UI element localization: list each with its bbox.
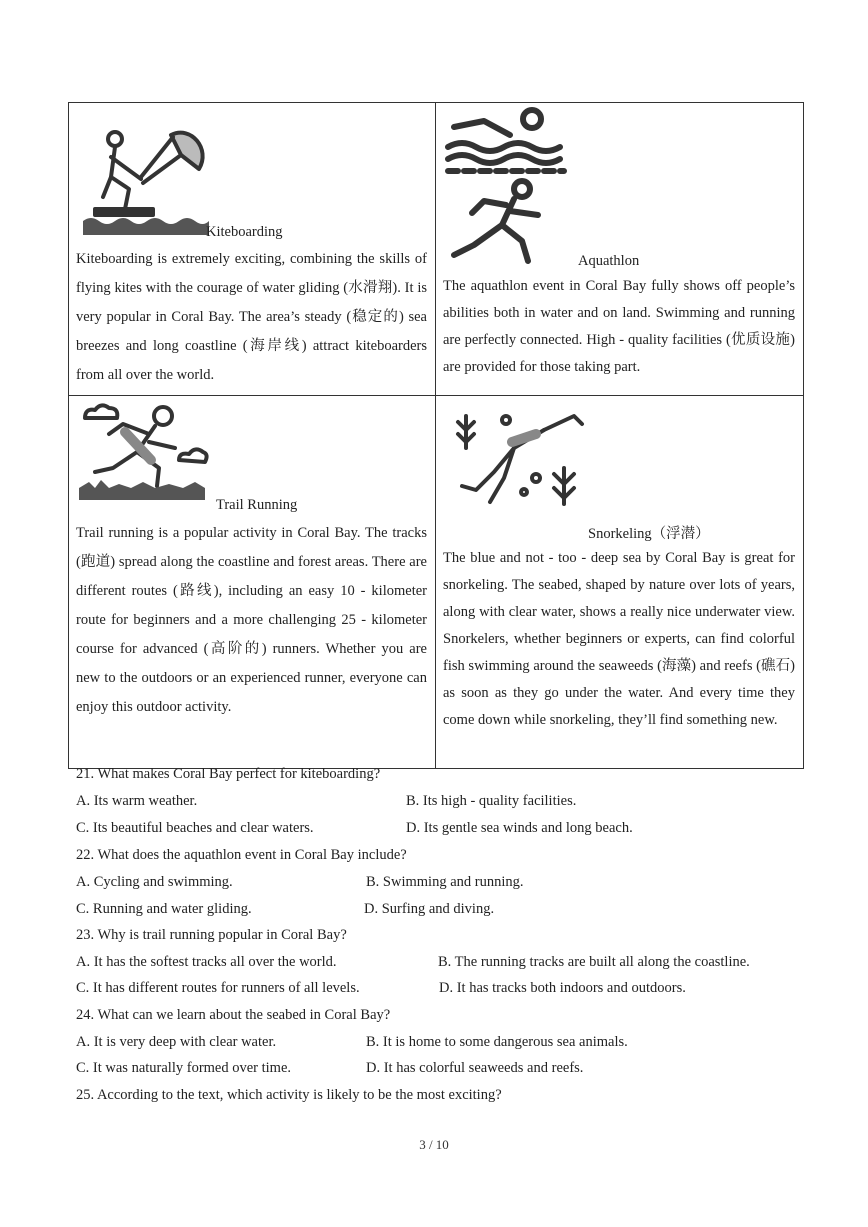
trail-runner-icon [79,402,209,504]
swimmer-runner-icon [444,105,576,269]
kiteboarding-title: Kiteboarding [206,224,283,240]
snorkeling-text: The blue and not - too - deep sea by Coral Bay is great for snorkeling. The seabed, shaped by nature over lots of years, along with clear water, shows a really nice underwater view. Snorkelers, whether beginners or experts, can find colorful fish swimming around the seaweeds (海藻) and reefs (礁石) as soon as they go under the water. And every time they come down while snorkeling, they’ll find something new. [443,550,795,728]
question-21: 21. What makes Coral Bay perfect for kiteboarding? [76,766,381,782]
q21-option-d: D. Its gentle sea winds and long beach. [406,820,633,836]
q23-option-d: D. It has tracks both indoors and outdoors. [439,980,686,996]
trail-running-cell [69,396,436,769]
trail-running-text: Trail running is a popular activity in Coral Bay. The tracks (跑道) spread along the coastline and forest areas. There are different routes (路线), including an easy 10 - kilometer route for beginners and a more challenging 25 - kilometer course for advanced (高阶的) runners. Whether you are new to the outdoors or an experienced runner, everyone can enjoy this outdoor activity. [76,525,427,715]
q24-option-d: D. It has colorful seaweeds and reefs. [366,1060,584,1076]
aquathlon-title: Aquathlon [578,253,640,269]
snorkeler-icon [454,408,588,508]
question-22: 22. What does the aquathlon event in Coral Bay include? [76,847,407,863]
q23-option-a: A. It has the softest tracks all over the world. [76,954,337,970]
activities-table [68,102,804,769]
kiteboarding-cell [69,103,436,396]
question-23: 23. Why is trail running popular in Coral Bay? [76,927,347,943]
kiteboarding-text: Kiteboarding is extremely exciting, combining the skills of flying kites with the courage of water gliding (水滑翔). It is very popular in Coral Bay. The area’s steady (稳定的) sea breezes and long coastline (海岸线) attract kiteboarders from all over the world. [76,251,427,383]
snorkeling-title: Snorkeling（浮潜） [588,526,710,542]
q24-option-c: C. It was naturally formed over time. [76,1060,292,1076]
q21-option-b: B. Its high - quality facilities. [406,793,577,809]
page-number: 3 / 10 [419,1137,449,1152]
q22-option-a: A. Cycling and swimming. [76,874,233,890]
question-25: 25. According to the text, which activity is likely to be the most exciting? [76,1087,502,1103]
q21-option-a: A. Its warm weather. [76,793,198,809]
kiteboarder-icon [81,117,209,235]
trail-running-title: Trail Running [216,497,298,513]
q23-option-b: B. The running tracks are built all along the coastline. [438,954,750,970]
q23-option-c: C. It has different routes for runners of all levels. [76,980,360,996]
snorkeling-cell [436,396,804,769]
aquathlon-text: The aquathlon event in Coral Bay fully shows off people’s abilities both in water and on land. Swimming and running are perfectly connected. High - quality facilities (优质设施) are provided for those taking part. [443,278,795,375]
q22-option-c: C. Running and water gliding. [76,901,252,917]
q21-option-c: C. Its beautiful beaches and clear waters. [76,820,314,836]
q24-option-a: A. It is very deep with clear water. [76,1034,277,1050]
q24-option-b: B. It is home to some dangerous sea animals. [366,1034,628,1050]
aquathlon-cell [436,103,804,396]
q22-option-b: B. Swimming and running. [366,874,524,890]
q22-option-d: D. Surfing and diving. [364,901,495,917]
question-24: 24. What can we learn about the seabed in Coral Bay? [76,1007,391,1023]
